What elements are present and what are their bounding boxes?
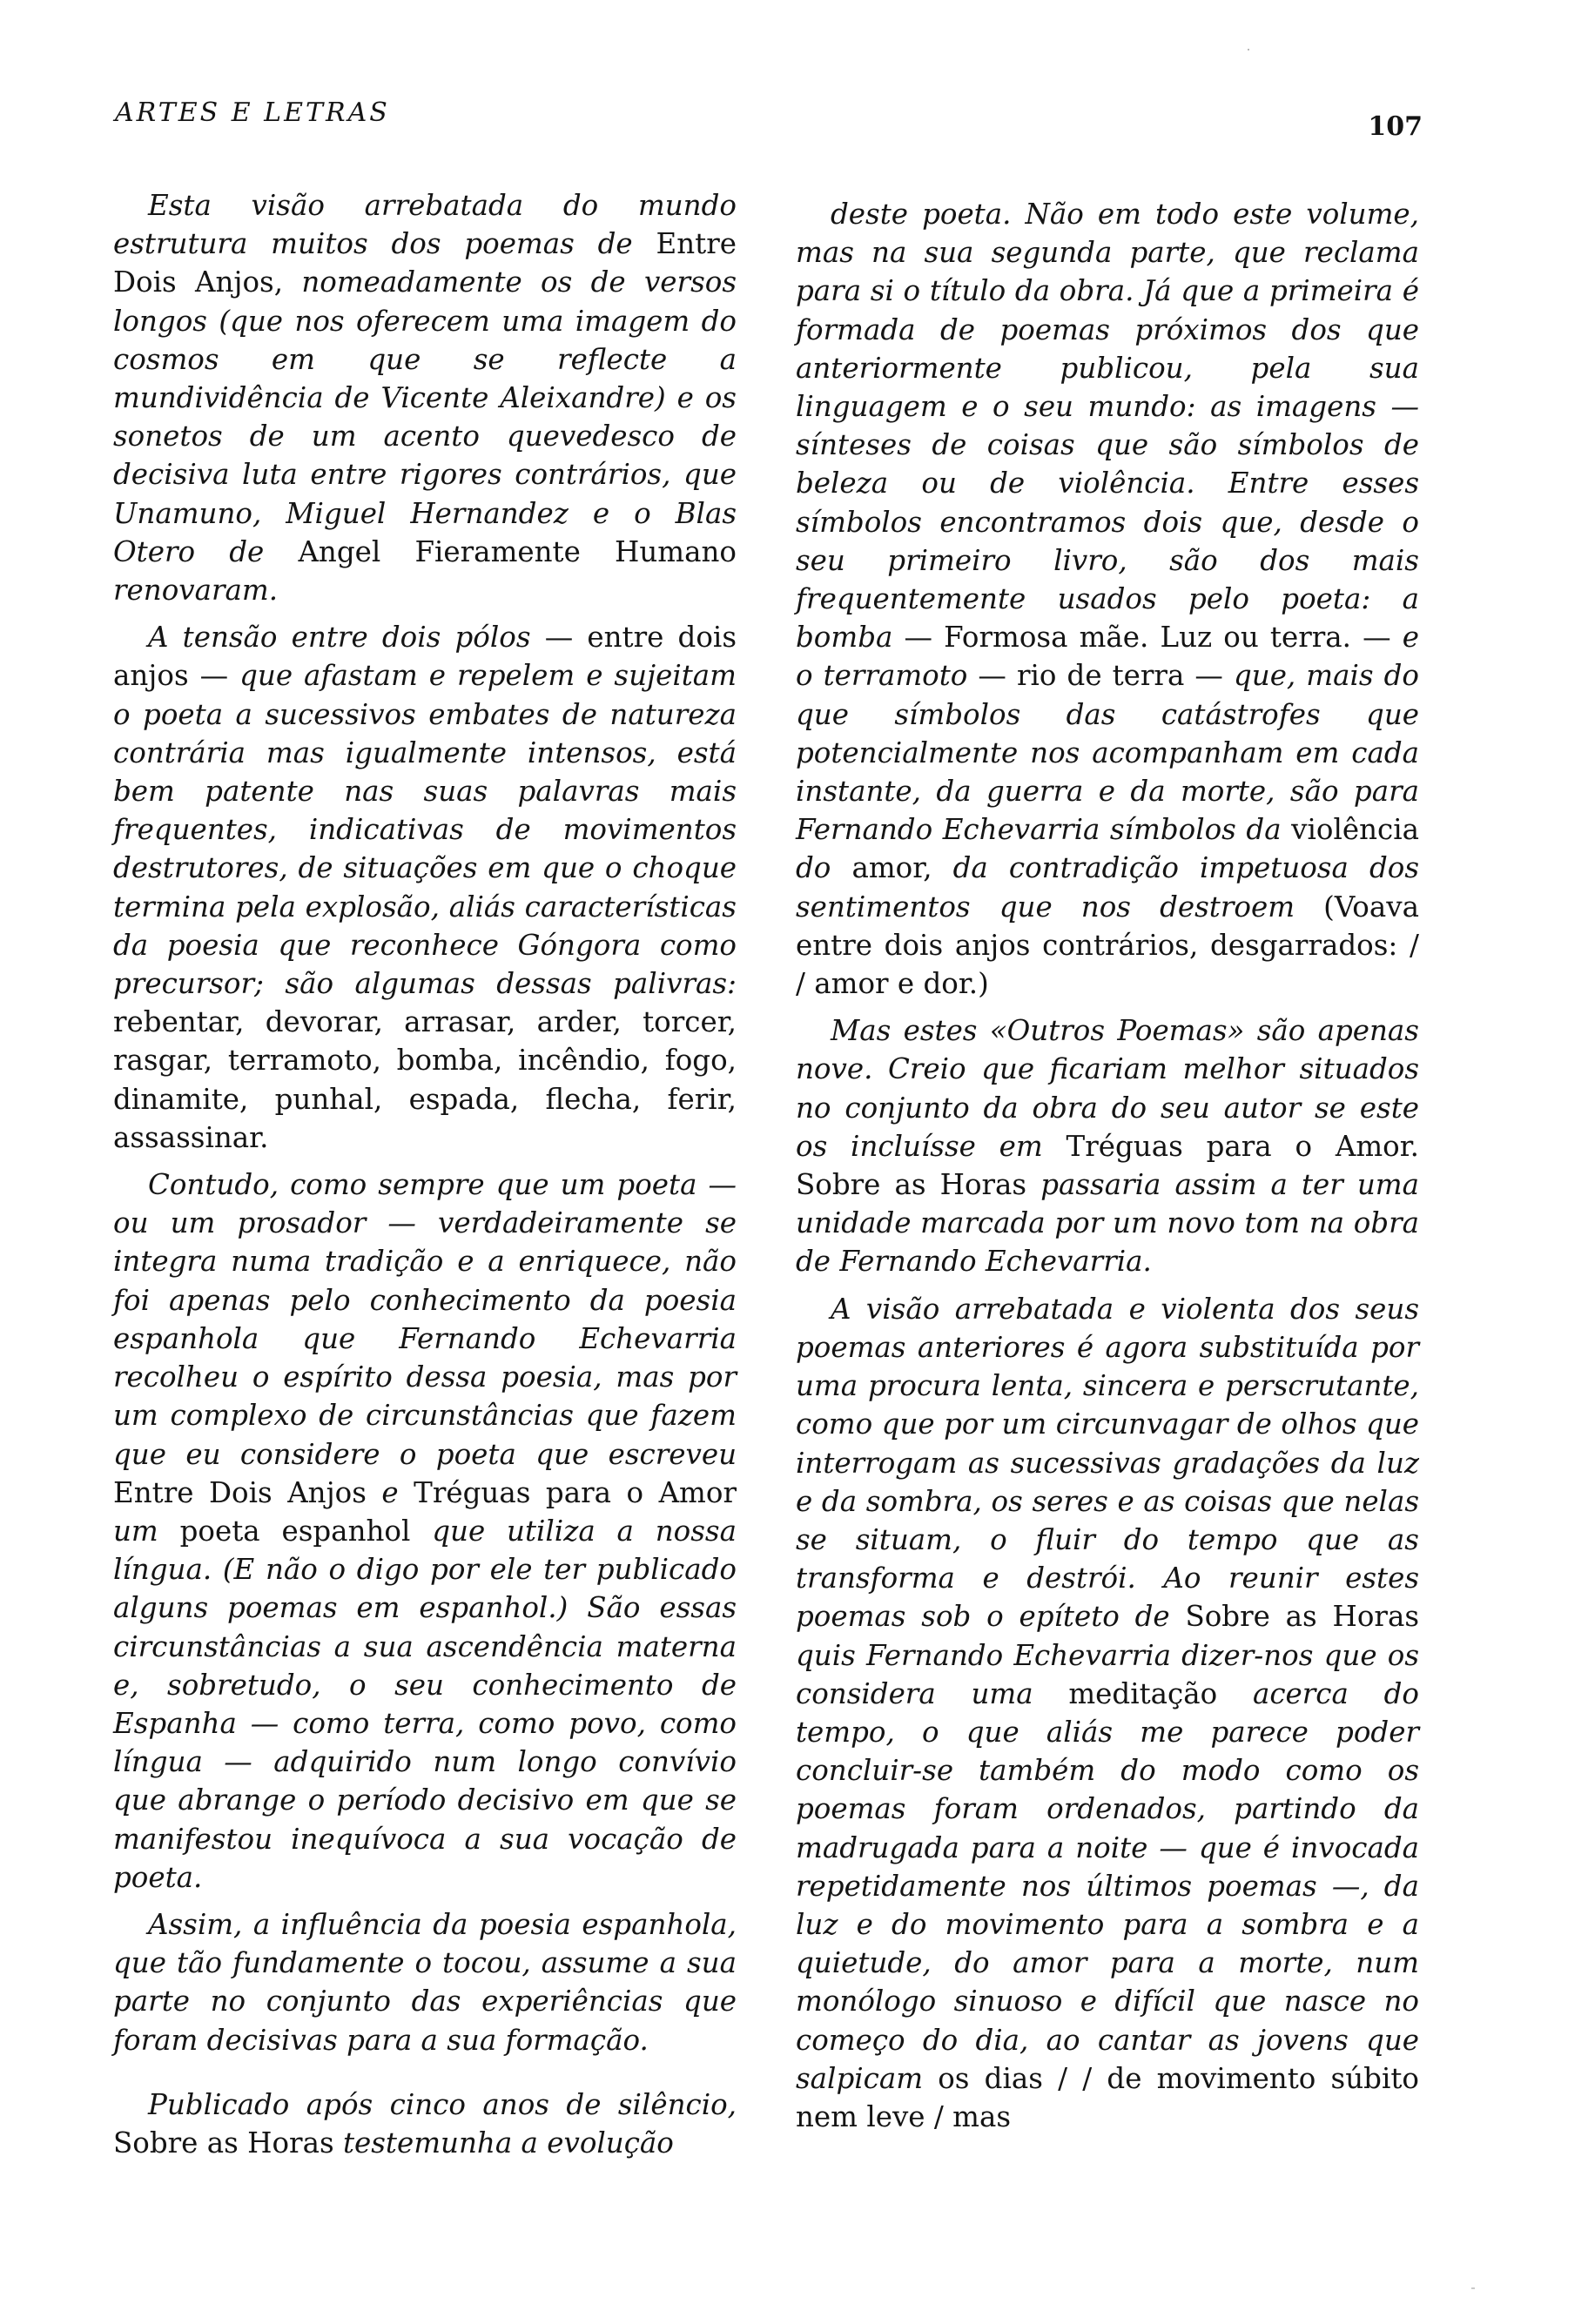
roman-text-run: — Formosa mãe. Luz ou terra. — xyxy=(904,621,1391,655)
body-paragraph xyxy=(796,1290,1419,2136)
body-paragraph xyxy=(113,186,737,609)
italic-text-run: do xyxy=(796,851,852,885)
roman-text-run: Tréguas para o Amor xyxy=(414,1475,737,1509)
italic-text-run: passaria assim a ter uma unidade marcada por um novo tom na obra de Fernando Echevarria. xyxy=(796,1168,1420,1279)
roman-text-run: amor, xyxy=(851,851,932,885)
roman-text-run: poeta espanhol xyxy=(179,1514,411,1548)
italic-text-run: da contradição impetuosa dos sentimentos que nos destroem xyxy=(796,851,1420,924)
roman-text-run: violência xyxy=(1291,813,1419,847)
body-paragraph xyxy=(113,2086,737,2162)
roman-text-run: meditação xyxy=(1068,1676,1218,1710)
roman-text-run: Sobre as Horas xyxy=(1185,1600,1419,1634)
roman-text-run: — entre dois anjos — xyxy=(113,621,737,693)
body-paragraph xyxy=(796,1011,1419,1280)
italic-text-run: que, mais do que símbolos das catástrofes que potencialmente nos acompanham em cada instante, da guerra e da morte, são para Fernando Echevarria símbolos da xyxy=(796,659,1419,847)
italic-text-run: que utiliza a nossa língua. (E não o digo por ele ter publicado alguns poemas em espanhol.) São essas circunstâncias a sua ascendência materna e, sobretudo, o seu conhecimento de Espanha — como terra, como povo, como língua — adquirido num longo convívio que abrange o período decisivo em que se manifestou inequívoca a sua vocação de poeta. xyxy=(113,1514,737,1894)
body-paragraph xyxy=(113,618,737,1157)
page-header xyxy=(115,97,1421,141)
italic-text-run: que afastam e repelem e sujeitam o poeta a sucessivos embates de natureza contrária mas igualmente intensos, está bem patente nas suas palavras mais frequentes, indicativas de movimentos destrutores, de situações em que o choque termina pela explosão, aliás características da poesia que reconhece Góngora como precursor; são algumas dessas palivras: xyxy=(113,659,737,1001)
italic-text-run: um xyxy=(113,1514,180,1548)
italic-text-run: e xyxy=(366,1475,414,1509)
roman-text-run: os dias / / de movimento súbito nem leve / mas xyxy=(796,2061,1419,2133)
italic-text-run: Mas estes «Outros Poemas» são apenas nove. Creio que ficariam melhor situados no conjunto da obra do seu autor se este os incluísse em xyxy=(796,1014,1419,1163)
right-text-column xyxy=(796,186,1419,2136)
body-paragraph xyxy=(796,195,1419,1003)
roman-text-run: Entre Dois Anjos xyxy=(113,1475,367,1509)
running-title: ARTES E LETRAS xyxy=(115,97,390,128)
italic-text-run: A tensão entre dois pólos xyxy=(148,621,545,655)
italic-text-run: deste poeta. Não em todo este volume, mas na sua segunda parte, que reclama para si o título da obra. Já que a primeira é formada de poemas próximos dos que anteriormente publicou, pela sua linguagem e o seu mundo: as imagens — sínteses de coisas que são símbolos de beleza ou de violência. Entre esses símbolos encontramos dois que, desde o seu primeiro livro, são dos mais frequentemente usados pelo poeta: a bomba xyxy=(796,198,1419,655)
roman-text-run: Tréguas para o Amor. Sobre as Horas xyxy=(796,1129,1419,1202)
roman-text-run: — rio de terra — xyxy=(978,659,1223,693)
roman-text-run: Angel Fieramente Humano xyxy=(298,534,737,568)
italic-text-run: renovaram. xyxy=(113,574,279,608)
scan-speck xyxy=(1248,49,1249,50)
italic-text-run: acerca do tempo, o que aliás me parece poder concluir-se também do modo como os poemas foram ordenados, partindo da madrugada para a noite — que é invocada repetidamente nos últimos poemas —, da luz e do movimento para a sombra e a quietude, do amor para a morte, num monólogo sinuoso e difícil que nasce no começo do dia, ao cantar as jovens que salpicam xyxy=(796,1676,1419,2095)
roman-text-run: Sobre as Horas xyxy=(113,2126,334,2159)
italic-text-run: testemunha a evolução xyxy=(333,2126,674,2159)
italic-text-run: Publicado após cinco anos de silêncio, xyxy=(148,2087,737,2121)
italic-text-run: quis Fernando Echevarria dizer-nos que os considera uma xyxy=(796,1638,1419,1710)
italic-text-run: e o terramoto xyxy=(796,621,1419,693)
body-paragraph xyxy=(113,1165,737,1897)
roman-text-run: (Voava entre dois anjos contrários, desgarrados: / / amor e dor.) xyxy=(796,890,1419,1001)
italic-text-run: Contudo, como sempre que um poeta — ou um prosador — verdadeiramente se integra numa tradição e a enriquece, não foi apenas pelo conhecimento da poesia espanhola que Fernando Echevarria recolheu o espírito dessa poesia, mas por um complexo de circunstâncias que fazem que eu considere o poeta que escreveu xyxy=(113,1168,737,1471)
page-number: 107 xyxy=(1368,111,1423,142)
body-paragraph xyxy=(113,1905,737,2059)
roman-text-run: Entre Dois Anjos, xyxy=(113,227,737,299)
left-text-column xyxy=(113,186,737,2162)
italic-text-run: A visão arrebatada e violenta dos seus poemas anteriores é agora substituída por uma procura lenta, sincera e perscrutante, como que por um circunvagar de olhos que interrogam as sucessivas gradações da luz e da sombra, os seres e as coisas que nelas se situam, o fluir do tempo que as transforma e destrói. Ao reunir estes poemas sob o epíteto de xyxy=(796,1292,1419,1634)
italic-text-run: Esta visão arrebatada do mundo estrutura muitos dos poemas de xyxy=(113,189,737,261)
roman-text-run: rebentar, devorar, arrasar, arder, torcer, rasgar, terramoto, bomba, incêndio, fogo, dinamite, punhal, espada, flecha, ferir, assassinar. xyxy=(113,1005,737,1154)
scan-speck xyxy=(1471,2287,1475,2289)
italic-text-run: nomeadamente os de versos longos (que nos oferecem uma imagem do cosmos em que se reflecte a mundividência de Vicente Aleixandre) e os sonetos de um acento quevedesco de decisiva luta entre rigores contrários, que Unamuno, Miguel Hernandez e o Blas Otero de xyxy=(113,265,737,568)
italic-text-run: Assim, a influência da poesia espanhola, que tão fundamente o tocou, assume a sua parte no conjunto das experiências que foram decisivas para a sua formação. xyxy=(113,1907,737,2057)
